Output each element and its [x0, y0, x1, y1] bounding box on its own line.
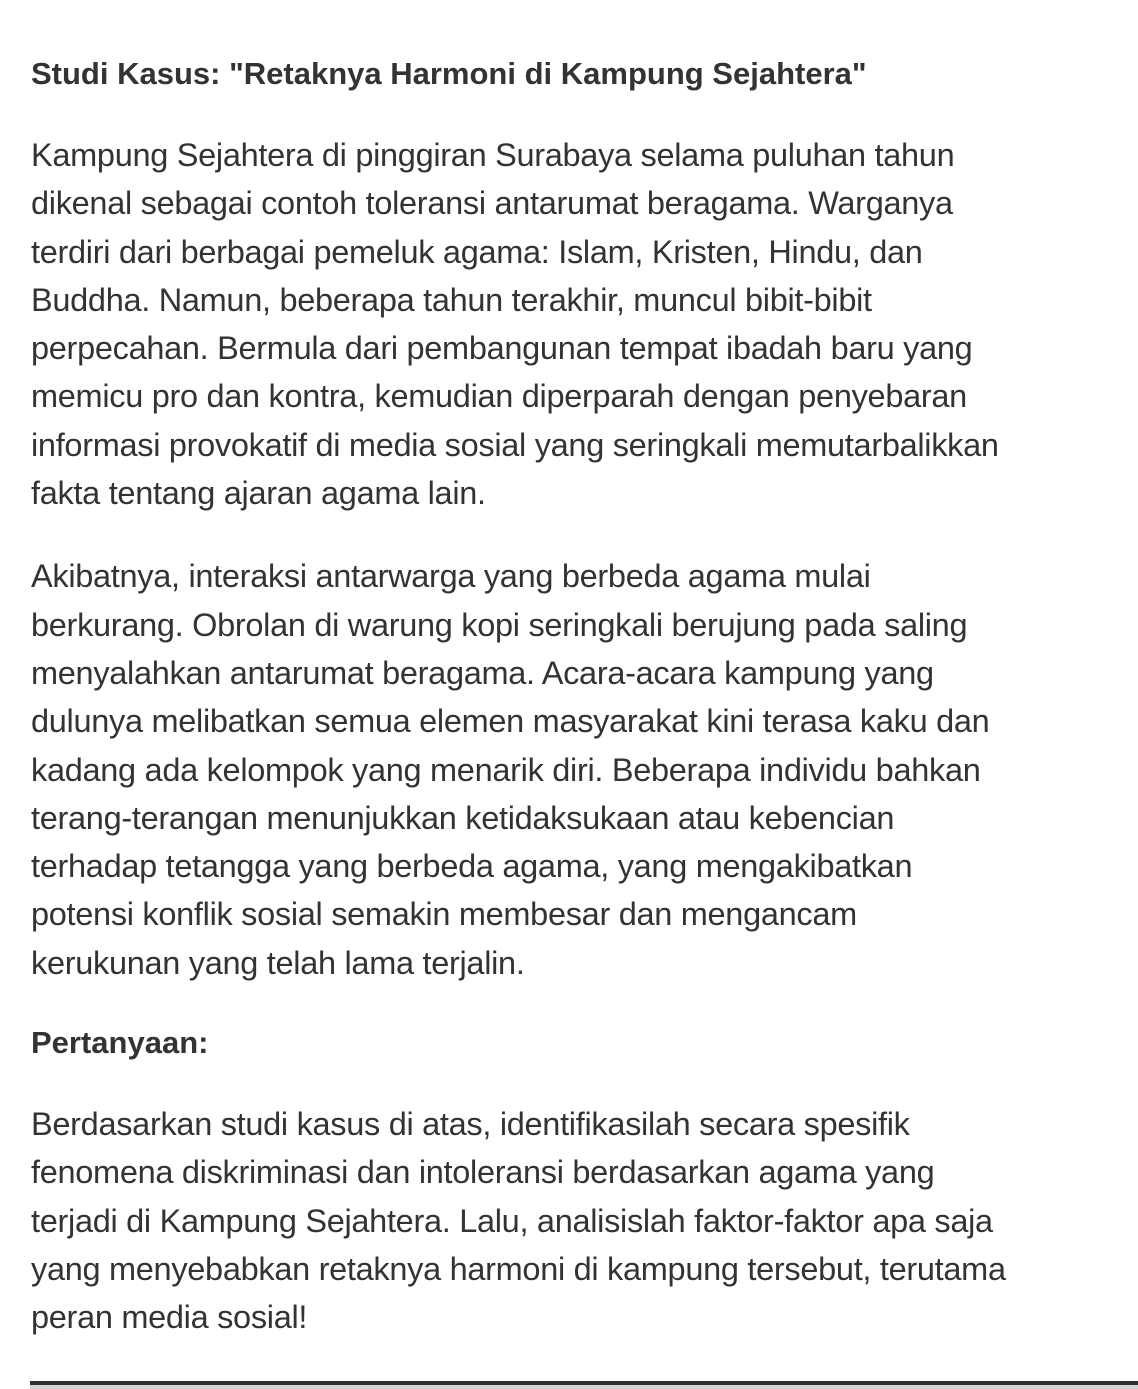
text-line: terhadap tetangga yang berbeda agama, yang mengakibatkan	[31, 848, 913, 885]
text-line: memicu pro dan kontra, kemudian diperparah dengan penyebaran	[31, 378, 967, 415]
text-line: berkurang. Obrolan di warung kopi seringkali berujung pada saling	[31, 606, 968, 643]
text-line: dulunya melibatkan semua elemen masyarakat kini terasa kaku dan	[31, 703, 990, 740]
text-line: menyalahkan antarumat beragama. Acara-acara kampung yang	[31, 654, 934, 691]
next-section-edge	[30, 1385, 1138, 1389]
text-line: kerukunan yang telah lama terjalin.	[31, 944, 525, 981]
text-line: terdiri dari berbagai pemeluk agama: Islam, Kristen, Hindu, dan	[31, 233, 923, 270]
text-line: fenomena diskriminasi dan intoleransi berdasarkan agama yang	[31, 1154, 935, 1191]
text-line: fakta tentang ajaran agama lain.	[31, 475, 486, 512]
case-study-paragraph-2	[31, 552, 1138, 987]
text-line: potensi konflik sosial semakin membesar dan mengancam	[31, 896, 857, 933]
case-study-paragraph-1	[31, 131, 1138, 517]
question-heading: Pertanyaan:	[31, 1025, 209, 1061]
text-line: Buddha. Namun, beberapa tahun terakhir, muncul bibit-bibit	[31, 281, 872, 318]
text-line: yang menyebabkan retaknya harmoni di kampung tersebut, terutama	[31, 1250, 1006, 1287]
text-line: terang-terangan menunjukkan ketidaksukaan atau kebencian	[31, 799, 895, 836]
case-study-title: Studi Kasus: "Retaknya Harmoni di Kampung Sejahtera"	[31, 56, 867, 91]
text-line: Akibatnya, interaksi antarwarga yang berbeda agama mulai	[31, 558, 871, 595]
text-line: informasi provokatif di media sosial yang seringkali memutarbalikkan	[31, 426, 999, 463]
text-line: dikenal sebagai contoh toleransi antarumat beragama. Warganya	[31, 185, 953, 222]
text-line: peran media sosial!	[31, 1299, 308, 1336]
text-line: terjadi di Kampung Sejahtera. Lalu, analisislah faktor-faktor apa saja	[31, 1202, 993, 1239]
text-line: perpecahan. Bermula dari pembangunan tempat ibadah baru yang	[31, 330, 973, 367]
text-line: kadang ada kelompok yang menarik diri. Beberapa individu bahkan	[31, 751, 981, 788]
text-line: Berdasarkan studi kasus di atas, identifikasilah secara spesifik	[31, 1106, 910, 1143]
question-text	[31, 1100, 1138, 1341]
text-line: Kampung Sejahtera di pinggiran Surabaya selama puluhan tahun	[31, 137, 955, 173]
document-content	[31, 52, 1138, 1342]
